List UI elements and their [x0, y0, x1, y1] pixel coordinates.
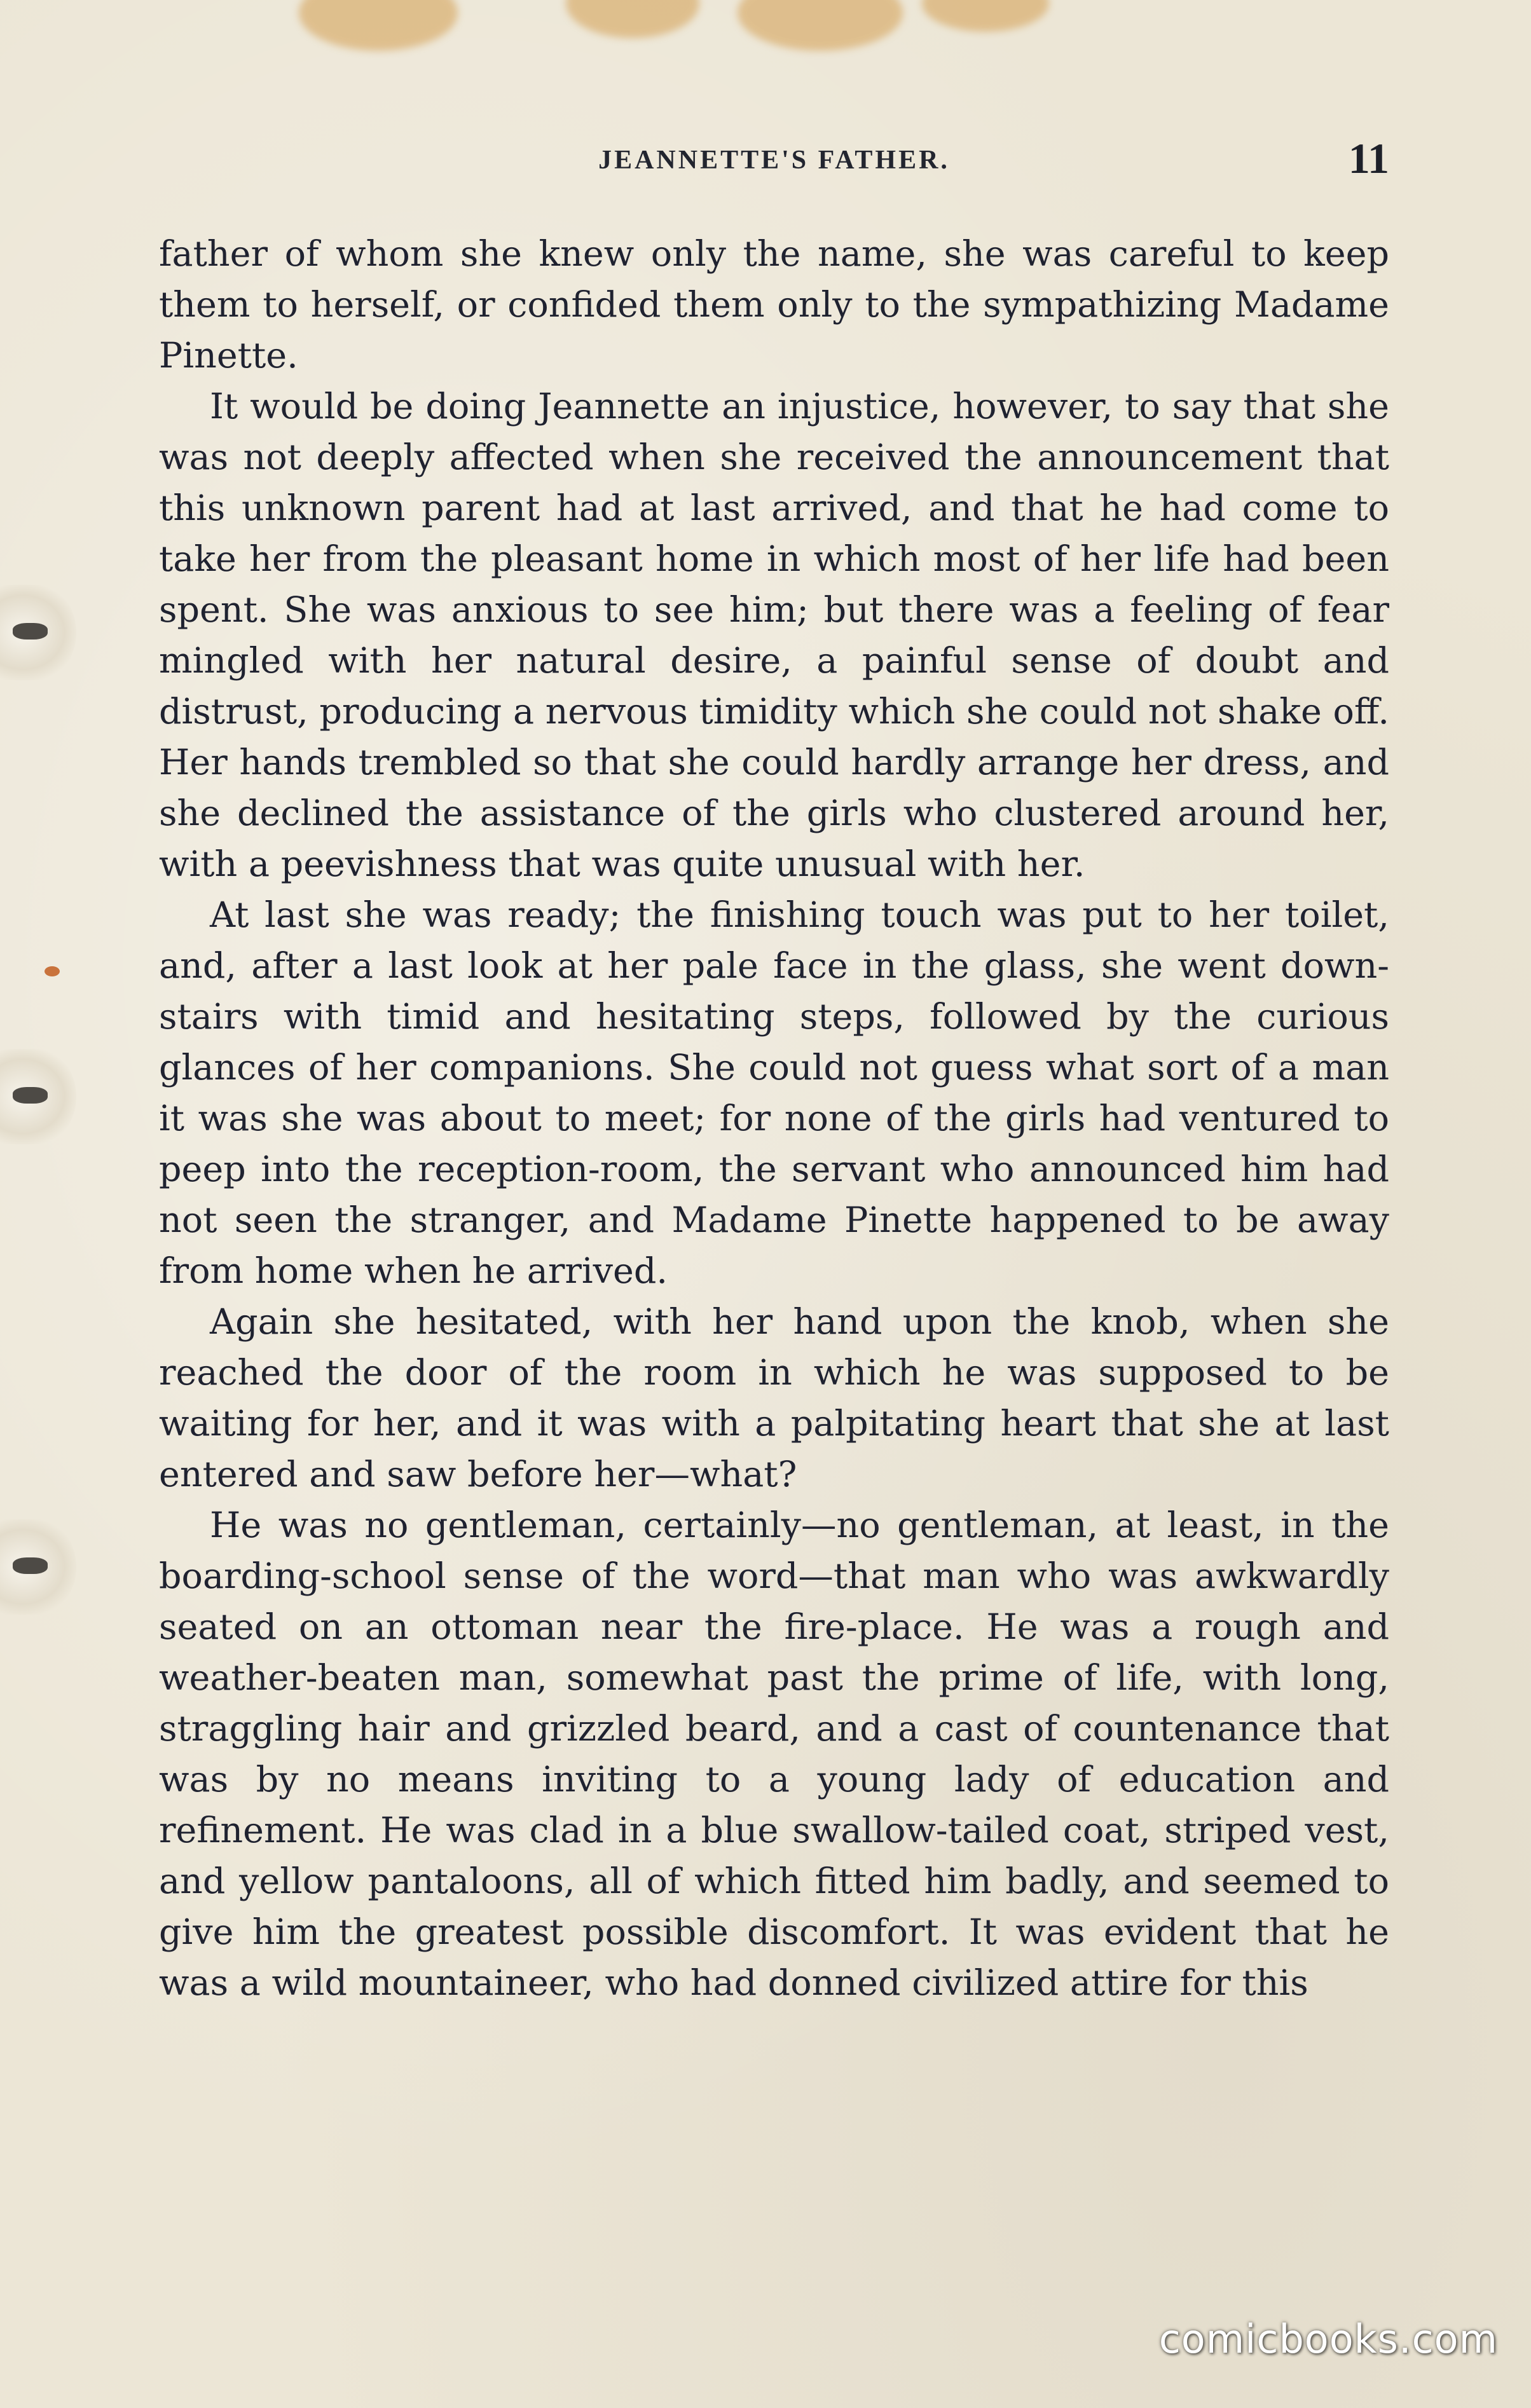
binding-thread	[13, 623, 48, 640]
running-head	[159, 133, 1389, 184]
watermark: comicbooks.com	[1158, 2316, 1498, 2362]
binding-hole	[0, 1519, 76, 1615]
binding-hole	[0, 1049, 76, 1144]
paragraph: It would be doing Jeannette an injustice, however, to say that she was not deeply affected when she received the announcement that this unknown parent had at last arrived, and that he had come to take her from the pleasant home in which most of her life had been spent. She was anxious to see him; but there was a feeling of fear mingled with her natural desire, a painful sense of doubt and distrust, producing a nervous timidity which she could not shake off. Her hands trembled so that she could hardly arrange her dress, and she declined the assistance of the girls who clustered around her, with a peevishness that was quite unusual with her.	[159, 386, 1389, 885]
paragraph: At last she was ready; the finishing touch was put to her toilet, and, after a last look at her pale face in the glass, she went down-stairs with timid and hesitating steps, followed by the curious glances of her companions. She could not guess what sort of a man it was she was about to meet; for none of the girls had ventured to peep into the reception-room, the servant who announced him had not seen the stranger, and Madame Pinette happened to be away from home when he arrived.	[159, 894, 1389, 1292]
page-number: 11	[1348, 134, 1389, 182]
water-stain	[922, 0, 1049, 32]
water-stain	[566, 0, 699, 38]
margin-mark	[45, 966, 60, 976]
binding-hole	[0, 585, 76, 680]
running-title: JEANNETTE'S FATHER.	[598, 146, 950, 175]
binding-thread	[13, 1087, 48, 1104]
body-text	[159, 229, 1389, 2009]
water-stain	[738, 0, 903, 51]
paragraph: father of whom she knew only the name, she was careful to keep them to herself, or confided them only to the sympathizing Madame Pinette.	[159, 233, 1389, 376]
paragraph: He was no gentleman, certainly—no gentleman, at least, in the boarding-school sense of the word—that man who was awkwardly seated on an ottoman near the fire-place. He was a rough and weather-beaten man, somewhat past the prime of life, with long, straggling hair and grizzled beard, and a cast of countenance that was by no means inviting to a young lady of education and refinement. He was clad in a blue swallow-tailed coat, striped vest, and yellow pantaloons, all of which fitted him badly, and seemed to give him the greatest possible discomfort. It was evident that he was a wild mountaineer, who had donned civilized attire for this	[159, 1505, 1389, 2004]
water-stain	[299, 0, 458, 51]
paragraph: Again she hesitated, with her hand upon the knob, when she reached the door of the room in which he was supposed to be waiting for her, and it was with a palpitating heart that she at last entered and saw before her—what?	[159, 1301, 1389, 1495]
binding-thread	[13, 1557, 48, 1574]
